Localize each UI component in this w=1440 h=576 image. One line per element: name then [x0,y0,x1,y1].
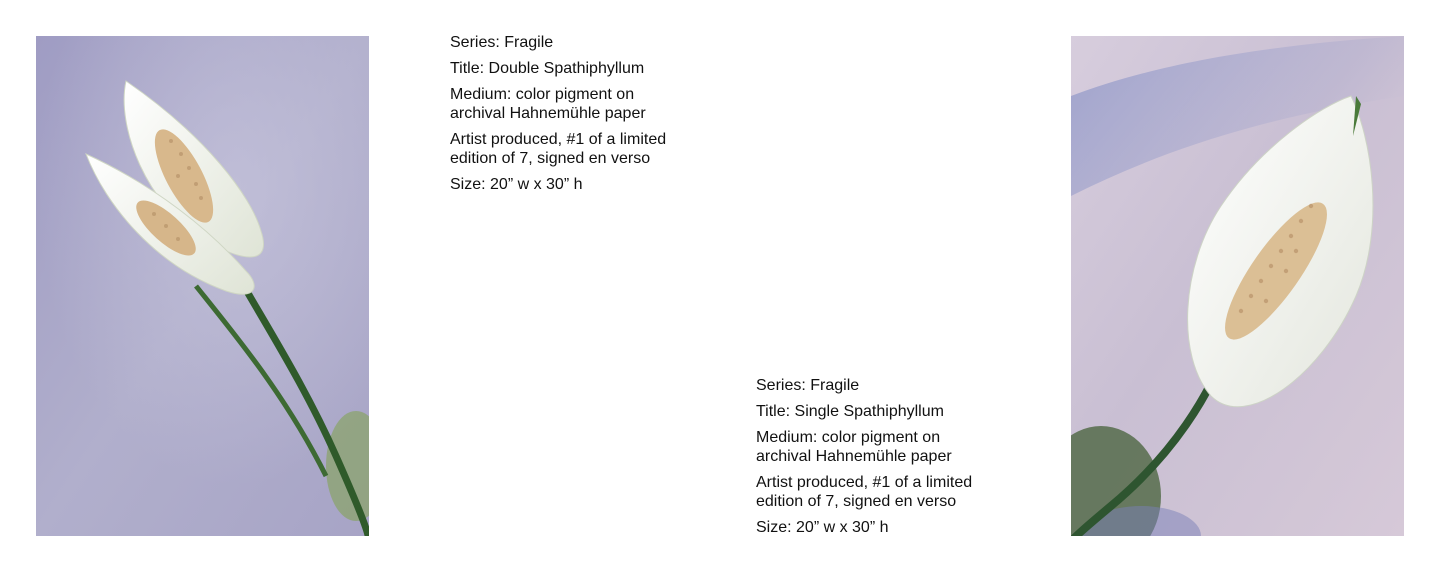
single-spathiphyllum-image [1071,36,1404,536]
title-text: Title: Single Spathiphyllum [756,403,944,420]
double-spathiphyllum-image [36,36,369,536]
edition-text: Artist produced, #1 of a limited edition of 7, signed en verso [756,474,973,510]
single-spathiphyllum-photo[interactable] [1071,36,1404,536]
size-text: Size: 20” w x 30” h [450,176,583,193]
artwork-caption-single [756,376,996,544]
medium-text: Medium: color pigment on archival Hahnemühle paper [756,429,952,465]
double-spathiphyllum-photo[interactable] [36,36,369,536]
title-text: Title: Double Spathiphyllum [450,60,645,77]
series-text: Series: Fragile [756,377,860,394]
size-text: Size: 20” w x 30” h [756,519,889,536]
edition-text: Artist produced, #1 of a limited edition of 7, signed en verso [450,131,667,167]
artwork-caption-double [450,33,690,201]
medium-text: Medium: color pigment on archival Hahnemühle paper [450,86,646,122]
series-text: Series: Fragile [450,34,554,51]
